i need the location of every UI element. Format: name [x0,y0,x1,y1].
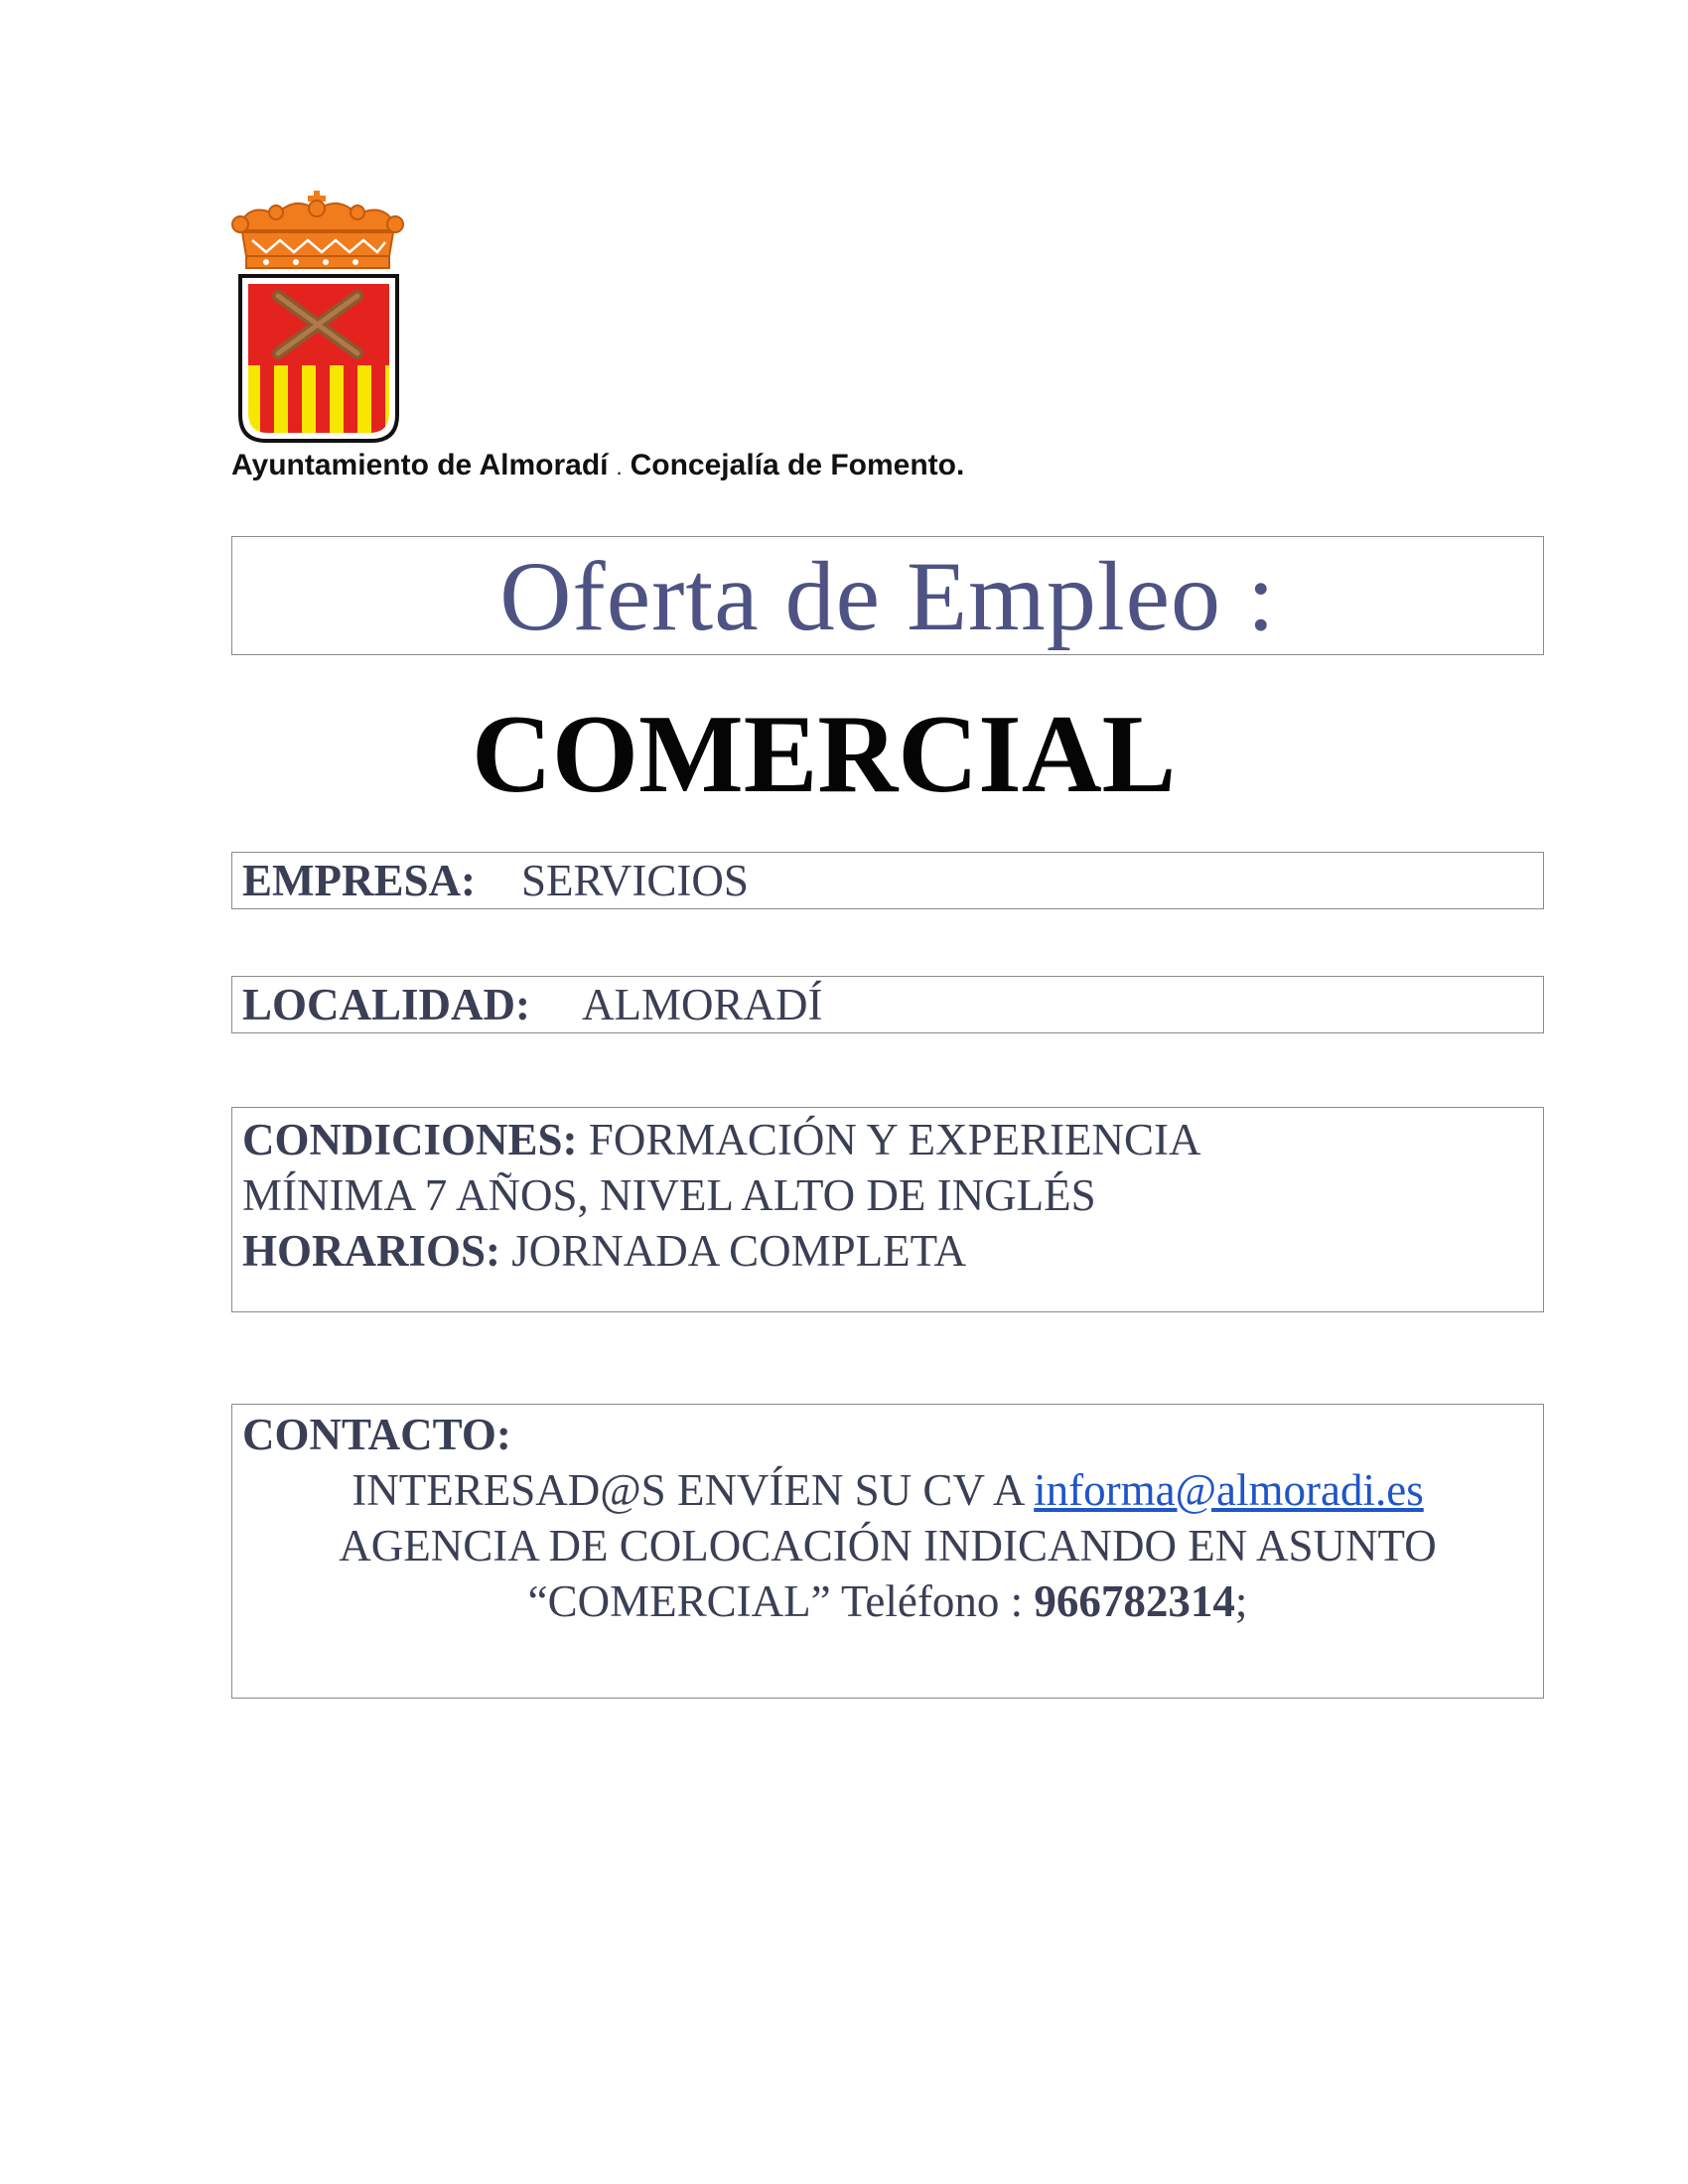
localidad-value: ALMORADÍ [582,980,823,1029]
horarios-line [242,1223,1543,1279]
contacto-send-cv-text: INTERESAD@S ENVÍEN SU CV A [352,1465,1035,1515]
condiciones-value-1: FORMACIÓN Y EXPERIENCIA [577,1115,1201,1164]
department-name: Concejalía de Fomento. [630,449,965,481]
empresa-label: EMPRESA: [242,856,476,905]
localidad-box [231,976,1544,1033]
job-position-title: COMERCIAL [472,693,1177,816]
condiciones-label: CONDICIONES: [242,1115,578,1164]
empresa-box [231,852,1544,909]
localidad-label: LOCALIDAD: [242,980,531,1029]
header-organization-line [231,449,964,482]
contacto-subject-text: “COMERCIAL” Teléfono : [527,1576,1035,1626]
horarios-value: JORNADA COMPLETA [500,1226,966,1276]
contacto-line-3 [242,1573,1543,1629]
contact-phone-number: 966782314 [1034,1576,1235,1626]
header-separator: . [616,455,623,479]
contacto-line-2: AGENCIA DE COLOCACIÓN INDICANDO EN ASUNTO [339,1521,1437,1570]
contacto-box [231,1404,1544,1699]
condiciones-box [231,1107,1544,1312]
offer-title-box [231,536,1544,655]
crown-icon [232,191,403,268]
shield-icon [240,276,397,441]
empresa-value: SERVICIOS [521,856,749,905]
contact-email-link[interactable]: informa@almoradi.es [1034,1465,1424,1515]
coat-of-arms-svg [226,191,411,447]
condiciones-line-2: MÍNIMA 7 AÑOS, NIVEL ALTO DE INGLÉS [242,1170,1096,1220]
contacto-line-1 [242,1462,1543,1518]
horarios-label: HORARIOS: [242,1226,501,1276]
coat-of-arms-logo [226,191,411,447]
organization-name: Ayuntamiento de Almoradí [231,449,609,481]
offer-title: Oferta de Empleo : [499,541,1276,651]
contacto-line-end: ; [1234,1576,1248,1626]
condiciones-line-1 [242,1112,1543,1167]
contacto-label: CONTACTO: [242,1410,511,1459]
